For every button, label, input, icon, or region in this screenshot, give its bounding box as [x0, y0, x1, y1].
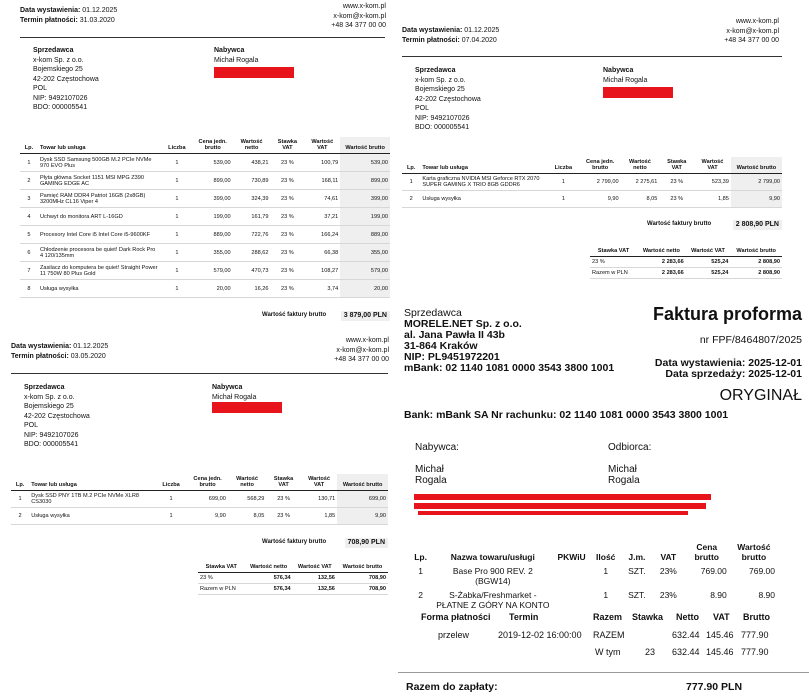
table-cell: 399,00	[193, 190, 233, 208]
table-cell: 1	[11, 491, 29, 508]
table-row	[20, 262, 390, 280]
table-cell: 8,05	[621, 191, 660, 208]
table-cell: 2	[402, 191, 420, 208]
column-header: Wartość VAT	[686, 246, 731, 257]
line-items-table	[11, 474, 388, 525]
buyer-block: Nabywca: Michał Rogala	[415, 442, 459, 486]
table-cell: 23 %	[270, 244, 304, 262]
table-cell: 2 275,61	[621, 174, 660, 191]
column-header: Wartość brutto	[737, 542, 771, 562]
table-cell: Dysk SSD PNY 1TB M.2 PCIe NVMe XLR8 CS3030	[29, 491, 155, 508]
column-header: Wartość brutto	[337, 474, 388, 491]
table-cell: 168,11	[304, 172, 340, 190]
original-mark: ORYGINAŁ	[719, 387, 802, 404]
table-cell: 166,24	[304, 226, 340, 244]
column-header: Ilość	[596, 552, 616, 562]
column-header: Towar lub usługa	[29, 474, 155, 491]
table-cell: 9,90	[580, 191, 621, 208]
table-cell: 20,00	[193, 280, 233, 298]
table-cell: 2 283,66	[637, 268, 686, 279]
table-cell: 1	[20, 154, 38, 172]
seller-contact: www.x-kom.pl x-kom@x-kom.pl +48 34 377 00 00	[724, 18, 779, 44]
table-cell: Płyta główna Socket 1151 MSI MPG Z390 GAMING EDGE AC	[38, 172, 161, 190]
table-row	[20, 280, 390, 298]
table-cell: 699,00	[187, 491, 228, 508]
table-cell: 525,24	[686, 268, 731, 279]
document-number: nr FPF/8464807/2025	[699, 334, 802, 346]
column-header: Wartość brutto	[730, 246, 782, 257]
table-cell: Razem w PLN	[198, 584, 245, 595]
bank-line: Bank: mBank SA Nr rachunku: 02 1140 1081 0000 3543 3800 1001	[404, 409, 729, 421]
table-cell: 899,00	[193, 172, 233, 190]
vat-summary-table	[590, 246, 782, 279]
table-cell: 1	[161, 208, 193, 226]
column-header: Lp.	[414, 552, 427, 562]
table-cell: 4	[20, 208, 38, 226]
issue-date: Data wystawienia: 01.12.2025	[402, 27, 500, 34]
table-cell: 1	[418, 566, 423, 576]
summary-row	[198, 573, 388, 584]
vat-summary-table	[198, 562, 388, 595]
table-cell: 2 808,90	[730, 268, 782, 279]
table-row	[20, 208, 390, 226]
table-row	[11, 491, 388, 508]
table-cell: 539,00	[193, 154, 233, 172]
table-cell: 23 %	[266, 491, 300, 508]
seller-block: Sprzedawca x-kom Sp. z o.o. Bojemskiego 25 42-202 Częstochowa POL NIP: 9492107026 BDO: 000005541	[33, 47, 99, 111]
column-header: Stawka VAT	[590, 246, 637, 257]
column-header: Towar lub usługa	[420, 157, 547, 174]
table-row	[408, 564, 778, 588]
table-cell: 8.90	[710, 590, 727, 600]
table-cell: 8	[20, 280, 38, 298]
table-cell: 1	[402, 174, 420, 191]
table-cell: 1	[603, 566, 609, 576]
table-cell: 699,00	[337, 491, 388, 508]
table-cell: 1	[161, 172, 193, 190]
column-header: Towar lub usługa	[38, 137, 161, 154]
table-cell: 23 %	[270, 190, 304, 208]
table-cell: 1	[155, 491, 187, 508]
summary-row	[590, 268, 782, 279]
table-cell: 722,76	[233, 226, 271, 244]
line-items-table	[408, 540, 778, 612]
column-header: Cena jedn. brutto	[193, 137, 233, 154]
table-cell: 1,85	[694, 191, 731, 208]
table-cell: 23 %	[590, 257, 637, 268]
table-cell: 7	[20, 262, 38, 280]
table-cell: 6	[20, 244, 38, 262]
table-cell: 74,61	[304, 190, 340, 208]
table-cell: 9,90	[337, 508, 388, 525]
column-header: Lp.	[20, 137, 38, 154]
table-row	[20, 190, 390, 208]
table-cell: 23%	[659, 590, 677, 600]
table-cell: 579,00	[193, 262, 233, 280]
table-cell: SZT.	[628, 566, 646, 576]
table-cell: 324,39	[233, 190, 271, 208]
table-cell: 2 283,66	[637, 257, 686, 268]
table-cell: Usługa wysyłka	[420, 191, 547, 208]
table-cell: 23%	[659, 566, 677, 576]
column-header: Liczba	[161, 137, 193, 154]
table-cell: 23 %	[270, 154, 304, 172]
table-cell: 1	[155, 508, 187, 525]
line-items-table	[20, 137, 390, 298]
table-cell: 1	[547, 191, 580, 208]
column-header: Wartość netto	[233, 137, 271, 154]
table-cell: 539,00	[340, 154, 390, 172]
table-cell: 100,79	[304, 154, 340, 172]
table-cell: 355,00	[193, 244, 233, 262]
issue-date: Data wystawienia: 01.12.2025	[20, 7, 118, 14]
amount-due-value: 777.90 PLN	[686, 681, 743, 693]
table-cell: 23 %	[659, 174, 694, 191]
redaction-bar	[212, 402, 282, 413]
column-header: Wartość netto	[621, 157, 660, 174]
table-cell: 108,27	[304, 262, 340, 280]
table-cell: 132,56	[293, 584, 337, 595]
table-cell: 161,79	[233, 208, 271, 226]
table-cell: 769.00	[700, 566, 727, 576]
table-cell: 730,89	[233, 172, 271, 190]
column-header: PKWiU	[557, 552, 586, 562]
column-header: Wartość brutto	[337, 562, 388, 573]
seller-block: Sprzedawca MORELE.NET Sp. z o.o. al. Jana Pawła II 43b 31-864 Kraków NIP: PL9451972201 mBank: 02 1140 1081 0000 3543 3800 1001	[404, 307, 615, 374]
table-cell: 23 %	[659, 191, 694, 208]
table-cell: 2 808,90	[730, 257, 782, 268]
column-header: Nazwa towaru/usługi	[450, 552, 535, 562]
table-cell: 1	[161, 190, 193, 208]
table-cell: 708,90	[337, 573, 388, 584]
table-cell: 576,34	[245, 584, 293, 595]
table-cell: 199,00	[340, 208, 390, 226]
buyer-block: Nabywca Michał Rogala	[603, 67, 648, 84]
table-row	[20, 154, 390, 172]
document-title: Faktura proforma	[652, 304, 802, 324]
column-header: Wartość VAT	[304, 137, 340, 154]
table-cell: 1	[161, 226, 193, 244]
column-header: Cena jedn. brutto	[580, 157, 621, 174]
table-cell: 1	[161, 244, 193, 262]
table-cell: 523,39	[694, 174, 731, 191]
table-cell: Usługa wysyłka	[38, 280, 161, 298]
table-cell: 899,00	[340, 172, 390, 190]
line-items-table	[402, 157, 782, 208]
table-cell: 9,90	[731, 191, 782, 208]
redaction-bar	[214, 67, 294, 78]
column-header: Liczba	[155, 474, 187, 491]
table-cell: 438,21	[233, 154, 271, 172]
table-cell: 23 %	[198, 573, 245, 584]
column-header: Wartość VAT	[694, 157, 731, 174]
column-header: Liczba	[547, 157, 580, 174]
redaction-bar	[414, 494, 711, 500]
buyer-block: Nabywca Michał Rogala	[214, 47, 259, 64]
table-cell: 288,62	[233, 244, 271, 262]
column-header: Stawka VAT	[659, 157, 694, 174]
table-cell: Karta graficzna NVIDIA MSI Geforce RTX 2070 SUPER GAMING X TRIO 8GB GDDR6	[420, 174, 547, 191]
table-cell: Razem w PLN	[590, 268, 637, 279]
table-cell: Chłodzenie procesora be quiet! Dark Rock Pro 4 120/135mm	[38, 244, 161, 262]
column-header: Lp.	[402, 157, 420, 174]
table-cell: 132,56	[293, 573, 337, 584]
table-cell: Procesory Intel Core i5 Intel Core i5-9600KF	[38, 226, 161, 244]
table-cell: 889,00	[193, 226, 233, 244]
table-cell: 9,90	[187, 508, 228, 525]
table-row	[11, 508, 388, 525]
column-header: Wartość VAT	[301, 474, 337, 491]
table-cell: Usługa wysyłka	[29, 508, 155, 525]
table-cell: 2 799,00	[580, 174, 621, 191]
table-row	[402, 191, 782, 208]
table-cell: SZT.	[628, 590, 646, 600]
table-row	[20, 244, 390, 262]
document-dates: Data wystawienia: 2025-12-01 Data sprzedaży: 2025-12-01	[654, 357, 802, 380]
buyer-block: Nabywca Michał Rogala	[212, 384, 257, 401]
table-cell: 2	[11, 508, 29, 525]
column-header: Wartość netto	[637, 246, 686, 257]
redaction-bar	[414, 503, 706, 509]
table-cell: 23 %	[270, 280, 304, 298]
seller-block: Sprzedawca x-kom Sp. z o.o. Bojemskiego 25 42-202 Częstochowa POL NIP: 9492107026 BDO: 000005541	[415, 67, 481, 131]
column-header: Stawka VAT	[198, 562, 245, 573]
column-header: J.m.	[628, 552, 646, 562]
invoice-3: Data wystawienia: 01.12.2025 Termin płatności: 03.05.2020 www.x-kom.pl x-kom@x-kom.pl +48 34 377 00 00 Sprzedawca x-kom Sp. z o.o. Bojemskiego 25 42-202 Częstochowa POL NIP: 9492107026 BDO: 000005541 Nabywca Michał Rogala Lp. Towar lub usługa Liczba Cena jedn. brutto Wartość netto Stawka VAT Wartość VAT Wartość brutto 1 Dysk SSD PNY 1TB M.2 PCIe NVMe XLR8 CS3030 1 699,00 568,29 23 % 130,71 699,00 2 Usługa wysyłka 1 9,90 8,05 23 % 1,85 9,90 Wartość faktury brutto 708,90 PLN Stawka VAT Wartość netto Wartość VAT Wartość brutto 23 % 576,34 132,56 708,90 Razem w PLN 576,34 132,56 708,90	[0, 334, 395, 674]
table-cell: 1	[161, 262, 193, 280]
seller-contact: www.x-kom.pl x-kom@x-kom.pl +48 34 377 00 00	[331, 3, 386, 29]
table-row	[408, 588, 778, 612]
table-cell: 2	[20, 172, 38, 190]
redaction-bar	[603, 87, 673, 98]
table-cell: 20,00	[340, 280, 390, 298]
table-cell: 470,73	[233, 262, 271, 280]
recipient-block: Odbiorca: Michał Rogala	[608, 442, 652, 486]
amount-due-label: Razem do zapłaty:	[406, 681, 498, 693]
column-header: Cena brutto	[694, 542, 719, 562]
table-cell: Zasilacz do komputera be quiet! Straight Power 11 750W 80 Plus Gold	[38, 262, 161, 280]
table-row	[20, 172, 390, 190]
table-cell: 130,71	[301, 491, 337, 508]
table-cell: 1	[161, 154, 193, 172]
table-row	[20, 226, 390, 244]
table-cell: 66,38	[304, 244, 340, 262]
table-cell: 16,26	[233, 280, 271, 298]
table-cell: 576,34	[245, 573, 293, 584]
table-cell: 2	[418, 590, 423, 600]
column-header: Stawka VAT	[266, 474, 300, 491]
column-header: Cena jedn. brutto	[187, 474, 228, 491]
column-header: Wartość netto	[228, 474, 267, 491]
summary-row	[198, 584, 388, 595]
issue-date: Data wystawienia: 01.12.2025	[11, 343, 109, 350]
table-cell	[552, 564, 590, 588]
table-cell: 769.00	[749, 566, 775, 576]
table-cell: 889,00	[340, 226, 390, 244]
table-cell: 568,29	[228, 491, 267, 508]
table-cell: 23 %	[270, 262, 304, 280]
table-cell: 2 799,00	[731, 174, 782, 191]
due-date: Termin płatności: 07.04.2020	[402, 37, 497, 44]
column-header: Wartość brutto	[340, 137, 390, 154]
invoice-2: Data wystawienia: 01.12.2025 Termin płatności: 07.04.2020 www.x-kom.pl x-kom@x-kom.pl +48 34 377 00 00 Sprzedawca x-kom Sp. z o.o. Bojemskiego 25 42-202 Częstochowa POL NIP: 9492107026 BDO: 000005541 Nabywca Michał Rogala Lp. Towar lub usługa Liczba Cena jedn. brutto Wartość netto Stawka VAT Wartość VAT Wartość brutto 1 Karta graficzna NVIDIA MSI Geforce RTX 2070 SUPER GAMING X TRIO 8GB GDDR6 1 2 799,00 2 275,61 23 % 523,39 2 799,00 2 Usługa wysyłka 1 9,90 8,05 23 % 1,85 9,90 Wartość faktury brutto 2 808,90 PLN Stawka VAT Wartość netto Wartość VAT Wartość brutto 23 % 2 283,66 525,24 2 808,90 Razem w PLN 2 283,66 525,24 2 808,90	[395, 14, 809, 299]
invoice-4-proforma: Sprzedawca MORELE.NET Sp. z o.o. al. Jana Pawła II 43b 31-864 Kraków NIP: PL9451972201 mBank: 02 1140 1081 0000 3543 3800 1001 Faktura proforma nr FPF/8464807/2025 Data wystawienia: 2025-12-01 Data sprzedaży: 2025-12-01 ORYGINAŁ Bank: mBank SA Nr rachunku: 02 1140 1081 0000 3543 3800 1001 Nabywca: Michał Rogala Odbiorca: Michał Rogala Lp. Nazwa towaru/usługi PKWiU Ilość J.m. VAT Cena brutto Wartość brutto 1 Base Pro 900 REV. 2 (BGW14) 1 SZT. 23% 769.00 769.00 2 S-Żabka/Freshmarket - PŁATNE Z GÓRY NA KONTO 1 SZT. 23% 8.90 8.90 Forma płatności Termin Razem Stawka Netto VAT Brutto przelew 2019-12-02 16:00:00 RAZEM 632.44 145.46 777.90 W tym 23 632.44 145.46 777.90 Razem do zapłaty: 777.90 PLN	[398, 300, 809, 700]
table-cell: 708,90	[337, 584, 388, 595]
table-cell: 3,74	[304, 280, 340, 298]
table-cell: 1,85	[301, 508, 337, 525]
table-row	[402, 174, 782, 191]
invoice-1: Data wystawienia: 01.12.2025 Termin płatności: 31.03.2020 www.x-kom.pl x-kom@x-kom.pl +48 34 377 00 00 Sprzedawca x-kom Sp. z o.o. Bojemskiego 25 42-202 Częstochowa POL NIP: 9492107026 BDO: 000005541 Nabywca Michał Rogala Lp. Towar lub usługa Liczba Cena jedn. brutto Wartość netto Stawka VAT Wartość VAT Wartość brutto 1 Dysk SSD Samsung 500GB M.2 PCIe NVMe 970 EVO Plus 1 539,00 438,21 23 % 100,79 539,00 2 Płyta główna Socket 1151 MSI MPG Z390 GAMING EDGE AC 1 899,00 730,89 23 % 168,11 899,00 3 Pamięć RAM DDR4 Patriot 16GB (2x8GB) 3200MHz CL16 Viper 4 1 399,00 324,39 23 % 74,61 399,00 4 Uchwyt do monitora ART L-16GD 1 199,00 161,79 23 % 37,21 199,00 5 Procesory Intel Core i5 Intel Core i5-9600KF 1 889,00 722,76 23 % 166,24 889,00 6 Chłodzenie procesora be quiet! Dark Rock Pro 4 120/135mm 1 355,00 288,62 23 % 66,38 355,00 7 Zasilacz do komputera be quiet! Straight Power 11 750W 80 Plus Gold 1 579,00 470,73 23 % 108,27 579,00 8 Usługa wysyłka 1 20,00 16,26 23 % 3,74 20,00 Wartość faktury brutto 3 879,00 PLN	[0, 0, 392, 332]
table-cell: 1	[603, 590, 609, 600]
summary-row	[590, 257, 782, 268]
table-cell: S-Żabka/Freshmarket - PŁATNE Z GÓRY NA KONTO	[436, 590, 550, 610]
redaction-bar	[418, 511, 688, 515]
table-cell: 8.90	[758, 590, 775, 600]
column-header: Wartość brutto	[731, 157, 782, 174]
seller-block: Sprzedawca x-kom Sp. z o.o. Bojemskiego 25 42-202 Częstochowa POL NIP: 9492107026 BDO: 000005541	[24, 384, 90, 448]
table-cell: 5	[20, 226, 38, 244]
column-header: VAT	[660, 552, 677, 562]
table-cell: 23 %	[270, 226, 304, 244]
due-date: Termin płatności: 31.03.2020	[20, 17, 115, 24]
table-cell: 3	[20, 190, 38, 208]
table-cell: 37,21	[304, 208, 340, 226]
seller-contact: www.x-kom.pl x-kom@x-kom.pl +48 34 377 00 00	[334, 337, 389, 363]
table-cell: 1	[161, 280, 193, 298]
table-cell: Base Pro 900 REV. 2 (BGW14)	[452, 566, 533, 586]
table-cell: 579,00	[340, 262, 390, 280]
column-header: Wartość VAT	[293, 562, 337, 573]
table-cell: Pamięć RAM DDR4 Patriot 16GB (2x8GB) 3200MHz CL16 Viper 4	[38, 190, 161, 208]
table-cell: Dysk SSD Samsung 500GB M.2 PCIe NVMe 970 EVO Plus	[38, 154, 161, 172]
table-cell: 525,24	[686, 257, 731, 268]
table-cell: Uchwyt do monitora ART L-16GD	[38, 208, 161, 226]
table-cell: 23 %	[270, 172, 304, 190]
table-cell: 8,05	[228, 508, 267, 525]
table-cell: 23 %	[266, 508, 300, 525]
table-cell: 23 %	[270, 208, 304, 226]
table-cell: 355,00	[340, 244, 390, 262]
table-cell: 399,00	[340, 190, 390, 208]
column-header: Lp.	[11, 474, 29, 491]
table-cell: 1	[547, 174, 580, 191]
column-header: Wartość netto	[245, 562, 293, 573]
table-cell	[552, 588, 590, 612]
column-header: Stawka VAT	[270, 137, 304, 154]
due-date: Termin płatności: 03.05.2020	[11, 353, 106, 360]
table-cell: 199,00	[193, 208, 233, 226]
